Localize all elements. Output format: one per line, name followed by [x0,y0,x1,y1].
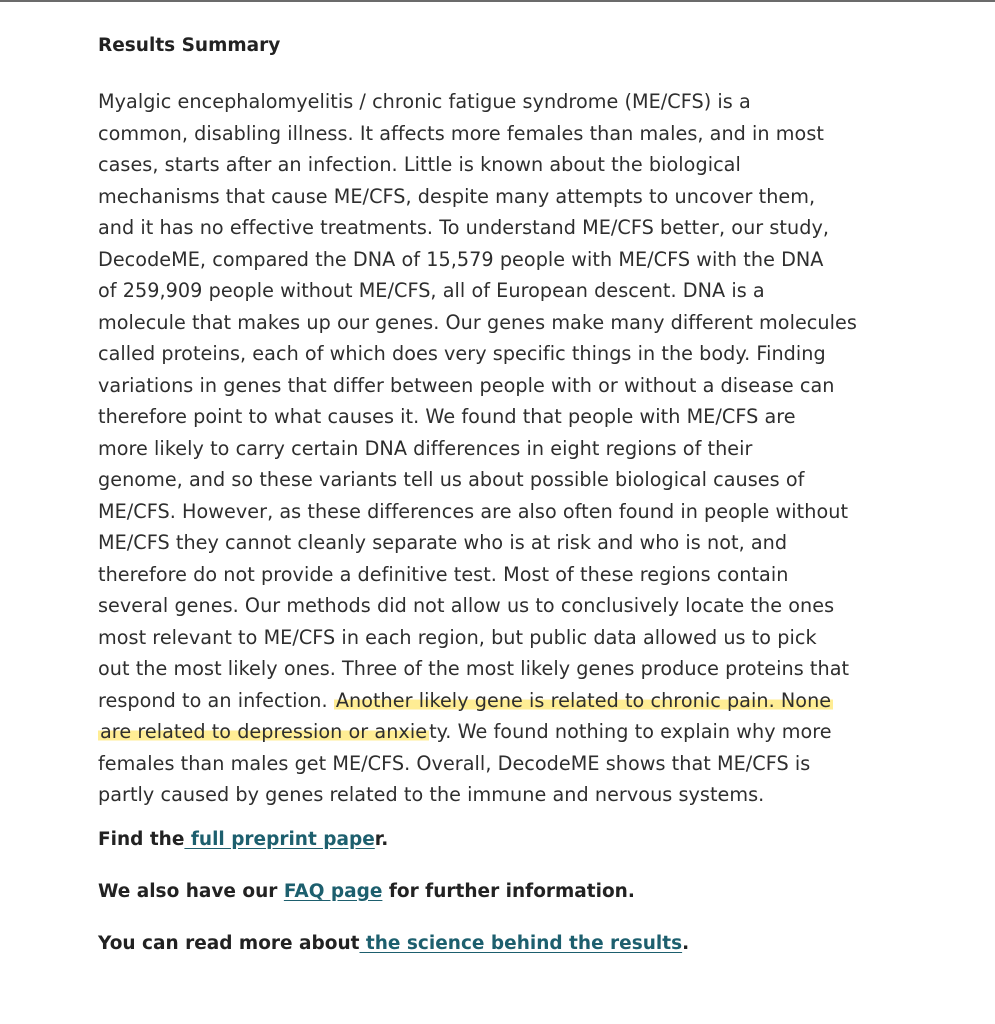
paragraph-line: ME/CFS. However, as these differences are also often found in people without [98,499,849,523]
links-section [98,827,908,957]
paragraph-line: therefore do not provide a definitive test. Most of these regions contain [98,562,789,586]
sentence-text: We also have our [98,880,284,902]
sentence-text: . [682,932,690,954]
paragraph-line: and it has no effective treatments. To understand ME/CFS better, our study, [98,216,829,239]
paragraph-line [98,685,908,717]
paragraph-line: ME/CFS they cannot cleanly separate who is at risk and who is not, and [98,531,788,554]
section-heading: Results Summary [98,35,281,56]
preprint-paper-link[interactable]: full preprint pape [184,828,375,850]
sentence-text: Find the [98,828,185,850]
paragraph-line: females than males get ME/CFS. Overall, DecodeME shows that ME/CFS is [98,751,811,775]
paragraph-line: molecule that makes up our genes. Our genes make many different molecules [98,310,857,334]
highlighted-text: are related to depression or anxie [100,720,428,743]
results-summary-section [98,33,908,983]
science-sentence [98,931,908,957]
line-text: respond to an infection. [98,688,334,712]
paragraph-line: partly caused by genes related to the immune and nervous systems. [98,783,765,806]
paragraph-line: variations in genes that differ between people with or without a disease can [98,373,835,397]
paragraph-line: Myalgic encephalomyelitis / chronic fatigue syndrome (ME/CFS) is a [98,90,751,113]
paragraph-line: cases, starts after an infection. Little is known about the biological [98,153,741,176]
sentence-text: r. [374,828,389,850]
preprint-sentence [98,827,908,853]
paragraph-line: DecodeME, compared the DNA of 15,579 people with ME/CFS with the DNA [98,247,824,271]
paragraph-line: therefore point to what causes it. We found that people with ME/CFS are [98,405,796,428]
sentence-text: You can read more about [98,932,360,954]
paragraph-line: common, disabling illness. It affects more females than males, and in most [98,121,824,145]
paragraph-line: called proteins, each of which does very specific things in the body. Finding [98,342,826,365]
faq-sentence [98,879,908,905]
paragraph-line: mechanisms that cause ME/CFS, despite many attempts to uncover them, [98,184,816,208]
summary-paragraph [98,86,908,811]
paragraph-line: several genes. Our methods did not allow us to conclusively locate the ones [98,594,835,617]
top-border [0,0,995,2]
paragraph-line: out the most likely ones. Three of the most likely genes produce proteins that [98,657,850,680]
paragraph-line: more likely to carry certain DNA differences in eight regions of their [98,436,753,460]
sentence-text: for further information. [382,880,635,902]
science-results-link[interactable]: the science behind the results [359,932,683,954]
paragraph-line: genome, and so these variants tell us about possible biological causes of [98,468,805,491]
faq-page-link[interactable]: FAQ page [283,880,383,902]
paragraph-line: most relevant to ME/CFS in each region, but public data allowed us to pick [98,625,817,649]
highlighted-text: Another likely gene is related to chronic pain. None [335,688,832,712]
line-text: ty. We found nothing to explain why more [429,720,832,743]
paragraph-line: of 259,909 people without ME/CFS, all of European descent. DNA is a [98,279,765,302]
paragraph-line [98,716,908,748]
